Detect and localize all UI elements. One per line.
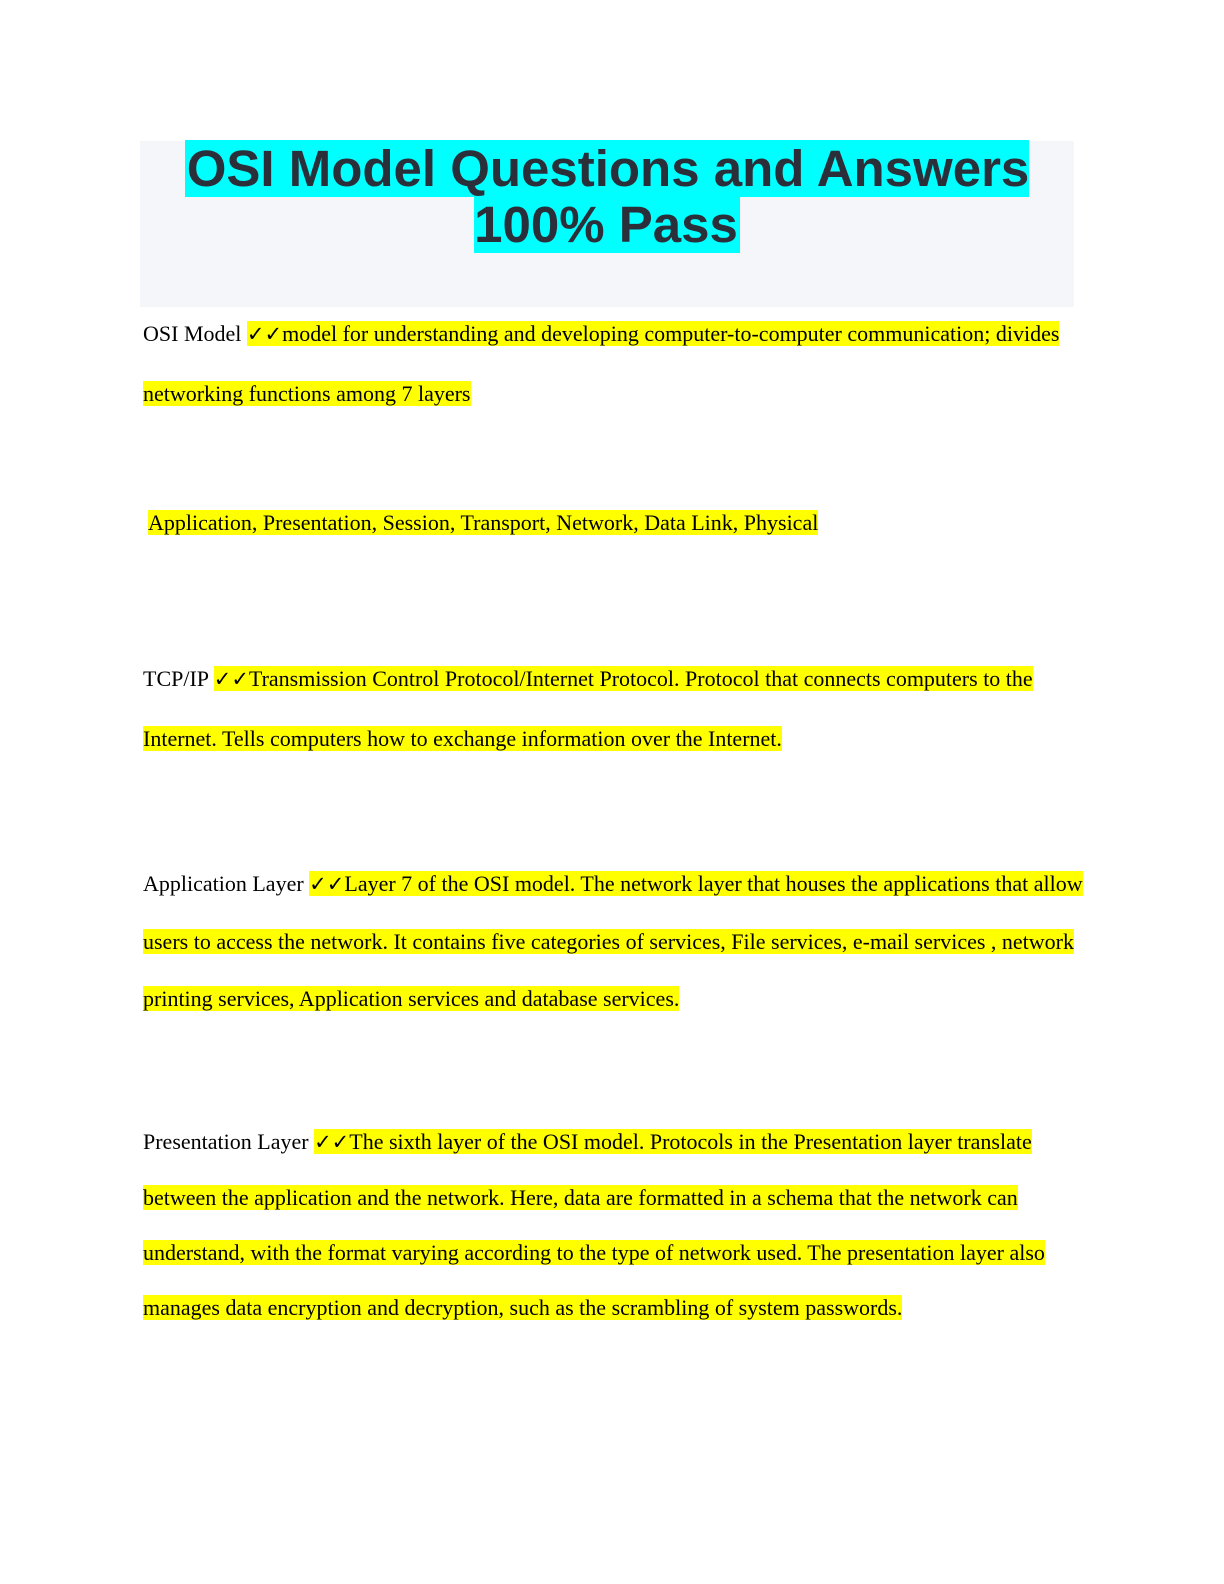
definition: The sixth layer of the OSI model. Protocols in the Presentation layer translate between the application and the network. Here, data are formatted in a schema that the network can understand, with the format varying according to the type of network used. The presentation layer also manages data encryption and decryption, such as the scrambling of system passwords. (143, 1129, 1045, 1320)
answer (143, 1129, 1045, 1320)
answer (143, 666, 1033, 751)
term: Application Layer (143, 871, 304, 896)
definition: Layer 7 of the OSI model. The network layer that houses the applications that allow users to access the network. It contains five categories of services, File services, e-mail services , network printing services, Application services and database services. (143, 871, 1083, 1011)
qa-entry-application-layer (143, 855, 1083, 1027)
qa-entry-osi-model (143, 304, 1083, 423)
title-text: OSI Model Questions and Answers 100% Pass (186, 140, 1030, 253)
layers-text: Application, Presentation, Session, Transport, Network, Data Link, Physical (148, 510, 819, 535)
check-mark-icon: ✓✓ (314, 1130, 350, 1154)
qa-entry-presentation-layer (143, 1114, 1083, 1335)
definition: model for understanding and developing computer-to-computer communication; divides networking functions among 7 layers (143, 321, 1060, 406)
check-mark-icon: ✓✓ (246, 322, 283, 346)
qa-entry-tcp-ip (143, 649, 1083, 768)
page-title (140, 141, 1074, 253)
term: OSI Model (143, 321, 242, 346)
osi-layers-list (148, 503, 818, 543)
check-mark-icon: ✓✓ (309, 872, 345, 896)
answer (143, 321, 1059, 406)
term: TCP/IP (143, 666, 209, 691)
definition: Transmission Control Protocol/Internet Protocol. Protocol that connects computers to the Internet. Tells computers how to exchange information over the Internet. (143, 666, 1033, 751)
check-mark-icon: ✓✓ (213, 667, 249, 691)
term: Presentation Layer (143, 1129, 309, 1154)
